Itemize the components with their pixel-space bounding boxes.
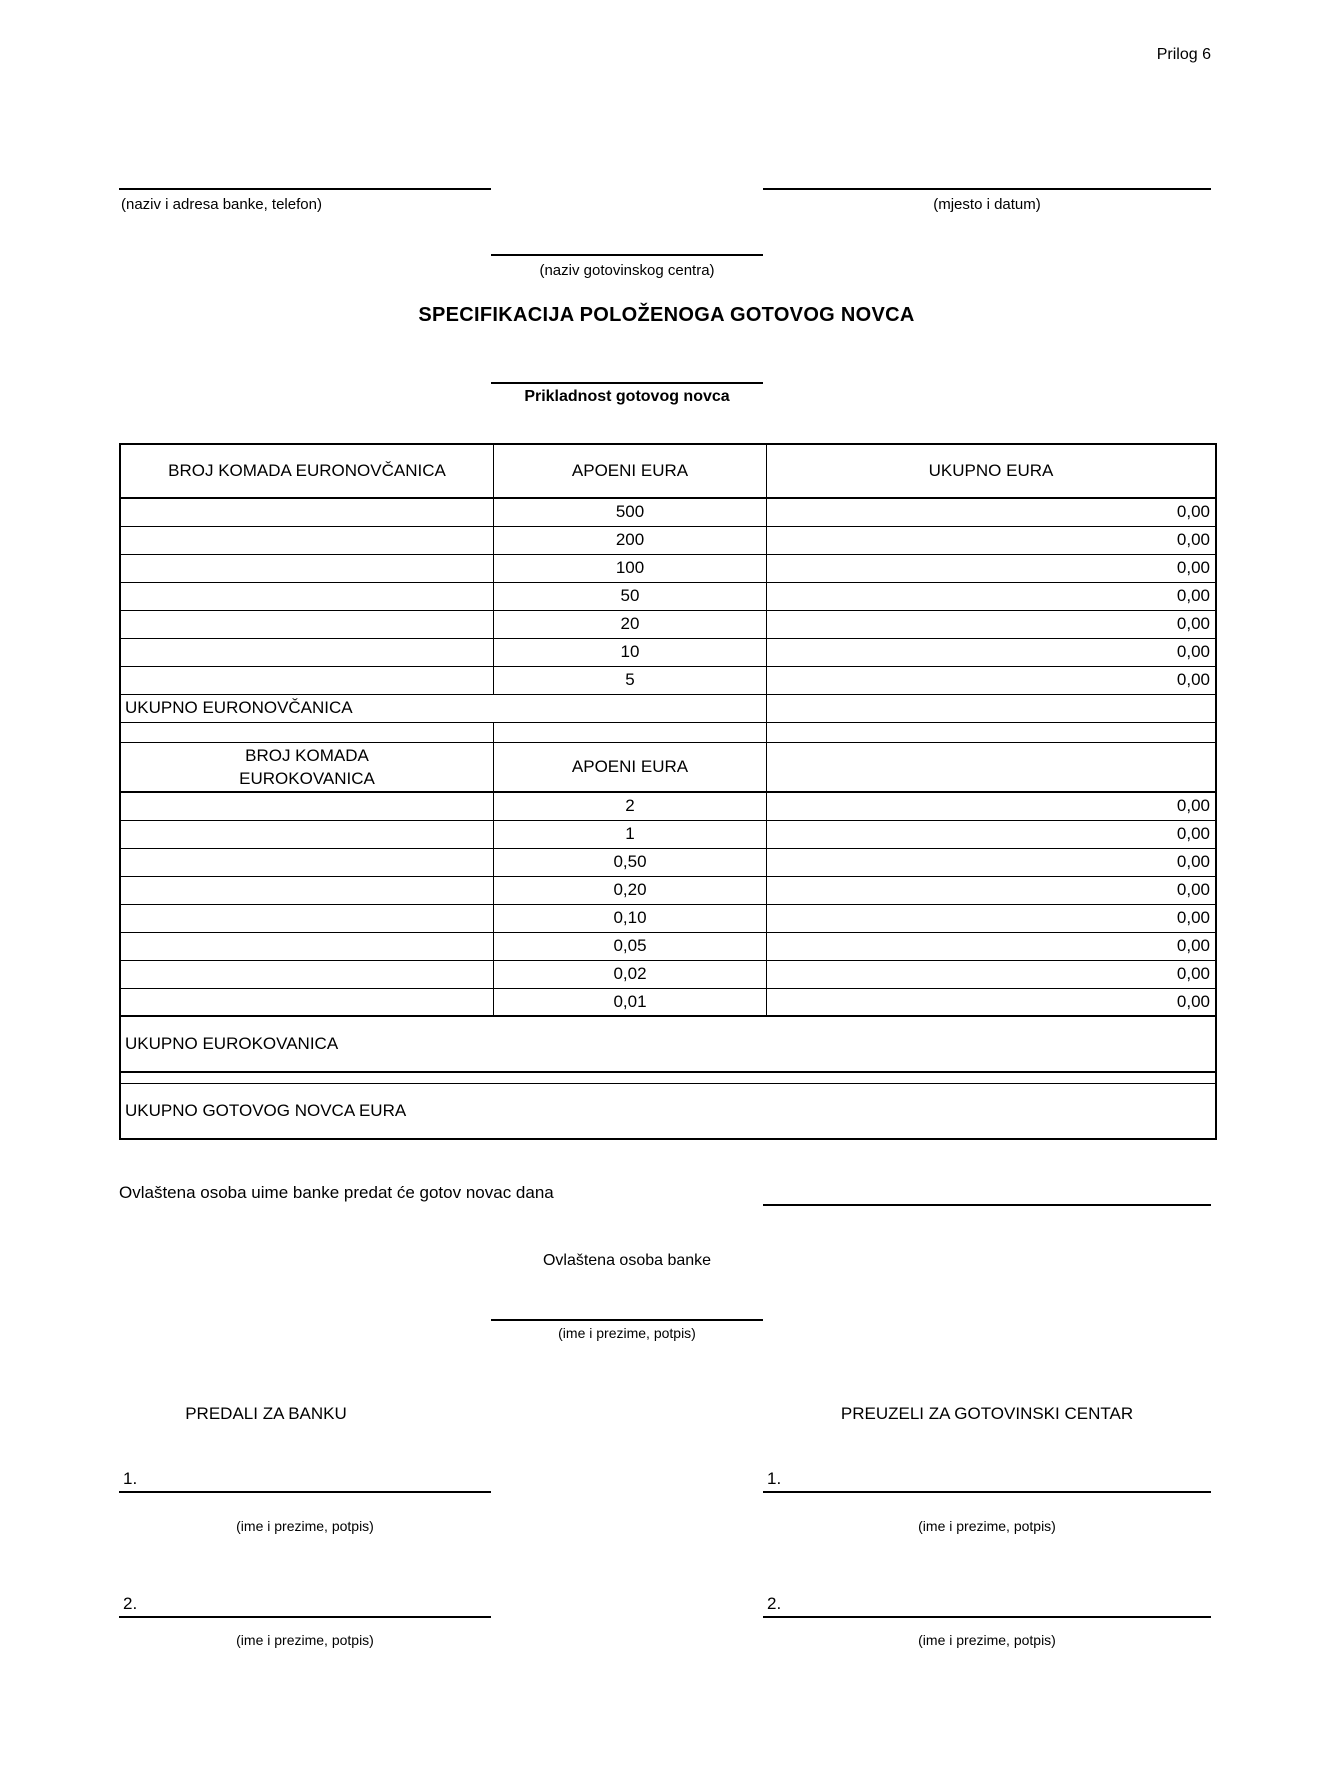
spacer-row (120, 722, 1216, 742)
handover-statement: Ovlaštena osoba uime banke predat će gotov novac dana (119, 1183, 554, 1202)
total-cell: 0,00 (767, 638, 1217, 666)
denomination-cell: 5 (494, 666, 767, 694)
grand-total-row (120, 1083, 1216, 1139)
denomination-cell: 0,50 (494, 848, 767, 876)
total-cell: 0,00 (767, 932, 1217, 960)
table-row (120, 554, 1216, 582)
count-cell (120, 792, 494, 820)
bank-person-label: Ovlaštena osoba banke (542, 1252, 712, 1269)
right-signature-1-hint: (ime i prezime, potpis) (918, 1518, 1056, 1534)
bank-name-hint: (naziv i adresa banke, telefon) (121, 196, 322, 213)
denomination-cell: 200 (494, 526, 767, 554)
denomination-cell: 0,02 (494, 960, 767, 988)
left-signature-1-line (119, 1491, 491, 1493)
total-header-cell: UKUPNO EURA (767, 444, 1217, 498)
banknotes-header-row (120, 444, 1216, 498)
total-cell: 0,00 (767, 666, 1217, 694)
table-row (120, 610, 1216, 638)
denomination-cell: 0,20 (494, 876, 767, 904)
received-title: PREUZELI ZA GOTOVINSKI CENTAR (840, 1404, 1134, 1423)
place-date-hint: (mjesto i datum) (933, 196, 1041, 213)
total-cell: 0,00 (767, 960, 1217, 988)
denomination-cell: 0,05 (494, 932, 767, 960)
total-cell: 0,00 (767, 820, 1217, 848)
denomination-header-cell: APOENI EURA (494, 444, 767, 498)
table-row (120, 876, 1216, 904)
denomination-cell: 10 (494, 638, 767, 666)
right-signature-2-line (763, 1616, 1211, 1618)
denomination-cell: 1 (494, 820, 767, 848)
total-cell: 0,00 (767, 582, 1217, 610)
cash-center-hint: (naziv gotovinskog centra) (539, 262, 715, 279)
denomination-cell: 0,01 (494, 988, 767, 1016)
page-title: SPECIFIKACIJA POLOŽENOGA GOTOVOG NOVCA (418, 304, 915, 326)
total-cell: 0,00 (767, 498, 1217, 526)
handover-date-line (763, 1204, 1211, 1206)
grand-total-label-cell: UKUPNO GOTOVOG NOVCA EURA (120, 1083, 1216, 1139)
appendix-label: Prilog 6 (1156, 46, 1211, 63)
banknotes-rows (120, 498, 1216, 694)
table-row (120, 960, 1216, 988)
left-signature-1-hint: (ime i prezime, potpis) (236, 1518, 374, 1534)
denomination-cell: 500 (494, 498, 767, 526)
suitability-subtitle: Prikladnost gotovog novca (524, 388, 730, 405)
table-row (120, 526, 1216, 554)
bank-person-signature-hint: (ime i prezime, potpis) (558, 1325, 696, 1341)
bank-name-line (119, 188, 491, 190)
table-row (120, 792, 1216, 820)
denomination-cell: 50 (494, 582, 767, 610)
count-cell (120, 638, 494, 666)
count-cell (120, 498, 494, 526)
table-row (120, 848, 1216, 876)
banknotes-total-label-cell: UKUPNO EURONOVČANICA (120, 694, 767, 722)
right-signature-1-number: 1. (767, 1469, 782, 1488)
table-row (120, 988, 1216, 1016)
banknotes-total-value-cell (767, 694, 1217, 722)
left-signature-2-hint: (ime i prezime, potpis) (236, 1632, 374, 1648)
table-row (120, 904, 1216, 932)
total-cell: 0,00 (767, 554, 1217, 582)
count-cell (120, 610, 494, 638)
denomination-cell: 20 (494, 610, 767, 638)
table-row (120, 932, 1216, 960)
count-cell (120, 960, 494, 988)
place-date-line (763, 188, 1211, 190)
banknote-count-header-cell: BROJ KOMADA EURONOVČANICA (120, 444, 494, 498)
left-signature-2-number: 2. (123, 1594, 138, 1613)
right-signature-1-line (763, 1491, 1211, 1493)
coin-count-header-cell: BROJ KOMADA EUROKOVANICA (120, 742, 494, 792)
denomination-cell: 0,10 (494, 904, 767, 932)
coin-denomination-header-cell: APOENI EURA (494, 742, 767, 792)
coins-header-row (120, 742, 1216, 792)
total-cell: 0,00 (767, 876, 1217, 904)
count-cell (120, 988, 494, 1016)
banknotes-total-row (120, 694, 1216, 722)
count-cell (120, 582, 494, 610)
coins-rows (120, 792, 1216, 1016)
denomination-cell: 100 (494, 554, 767, 582)
count-cell (120, 526, 494, 554)
count-cell (120, 820, 494, 848)
total-cell: 0,00 (767, 526, 1217, 554)
cash-center-line (491, 254, 763, 256)
count-cell (120, 932, 494, 960)
total-cell: 0,00 (767, 792, 1217, 820)
coins-total-label-cell: UKUPNO EUROKOVANICA (120, 1016, 1216, 1072)
count-cell (120, 876, 494, 904)
count-cell (120, 904, 494, 932)
right-signature-2-number: 2. (767, 1594, 782, 1613)
total-cell: 0,00 (767, 848, 1217, 876)
table-row (120, 638, 1216, 666)
total-cell: 0,00 (767, 904, 1217, 932)
left-signature-2-line (119, 1616, 491, 1618)
empty-header-cell (767, 742, 1217, 792)
suitability-line (491, 382, 763, 384)
count-cell (120, 554, 494, 582)
table-row (120, 498, 1216, 526)
table-row (120, 666, 1216, 694)
thin-spacer-row (120, 1072, 1216, 1083)
count-cell (120, 848, 494, 876)
cash-specification-table (119, 443, 1217, 1140)
total-cell: 0,00 (767, 610, 1217, 638)
total-cell: 0,00 (767, 988, 1217, 1016)
table-row (120, 820, 1216, 848)
table-row (120, 582, 1216, 610)
count-cell (120, 666, 494, 694)
denomination-cell: 2 (494, 792, 767, 820)
right-signature-2-hint: (ime i prezime, potpis) (918, 1632, 1056, 1648)
handed-over-title: PREDALI ZA BANKU (185, 1404, 347, 1423)
coins-total-row (120, 1016, 1216, 1072)
bank-person-signature-line (491, 1319, 763, 1321)
left-signature-1-number: 1. (123, 1469, 138, 1488)
